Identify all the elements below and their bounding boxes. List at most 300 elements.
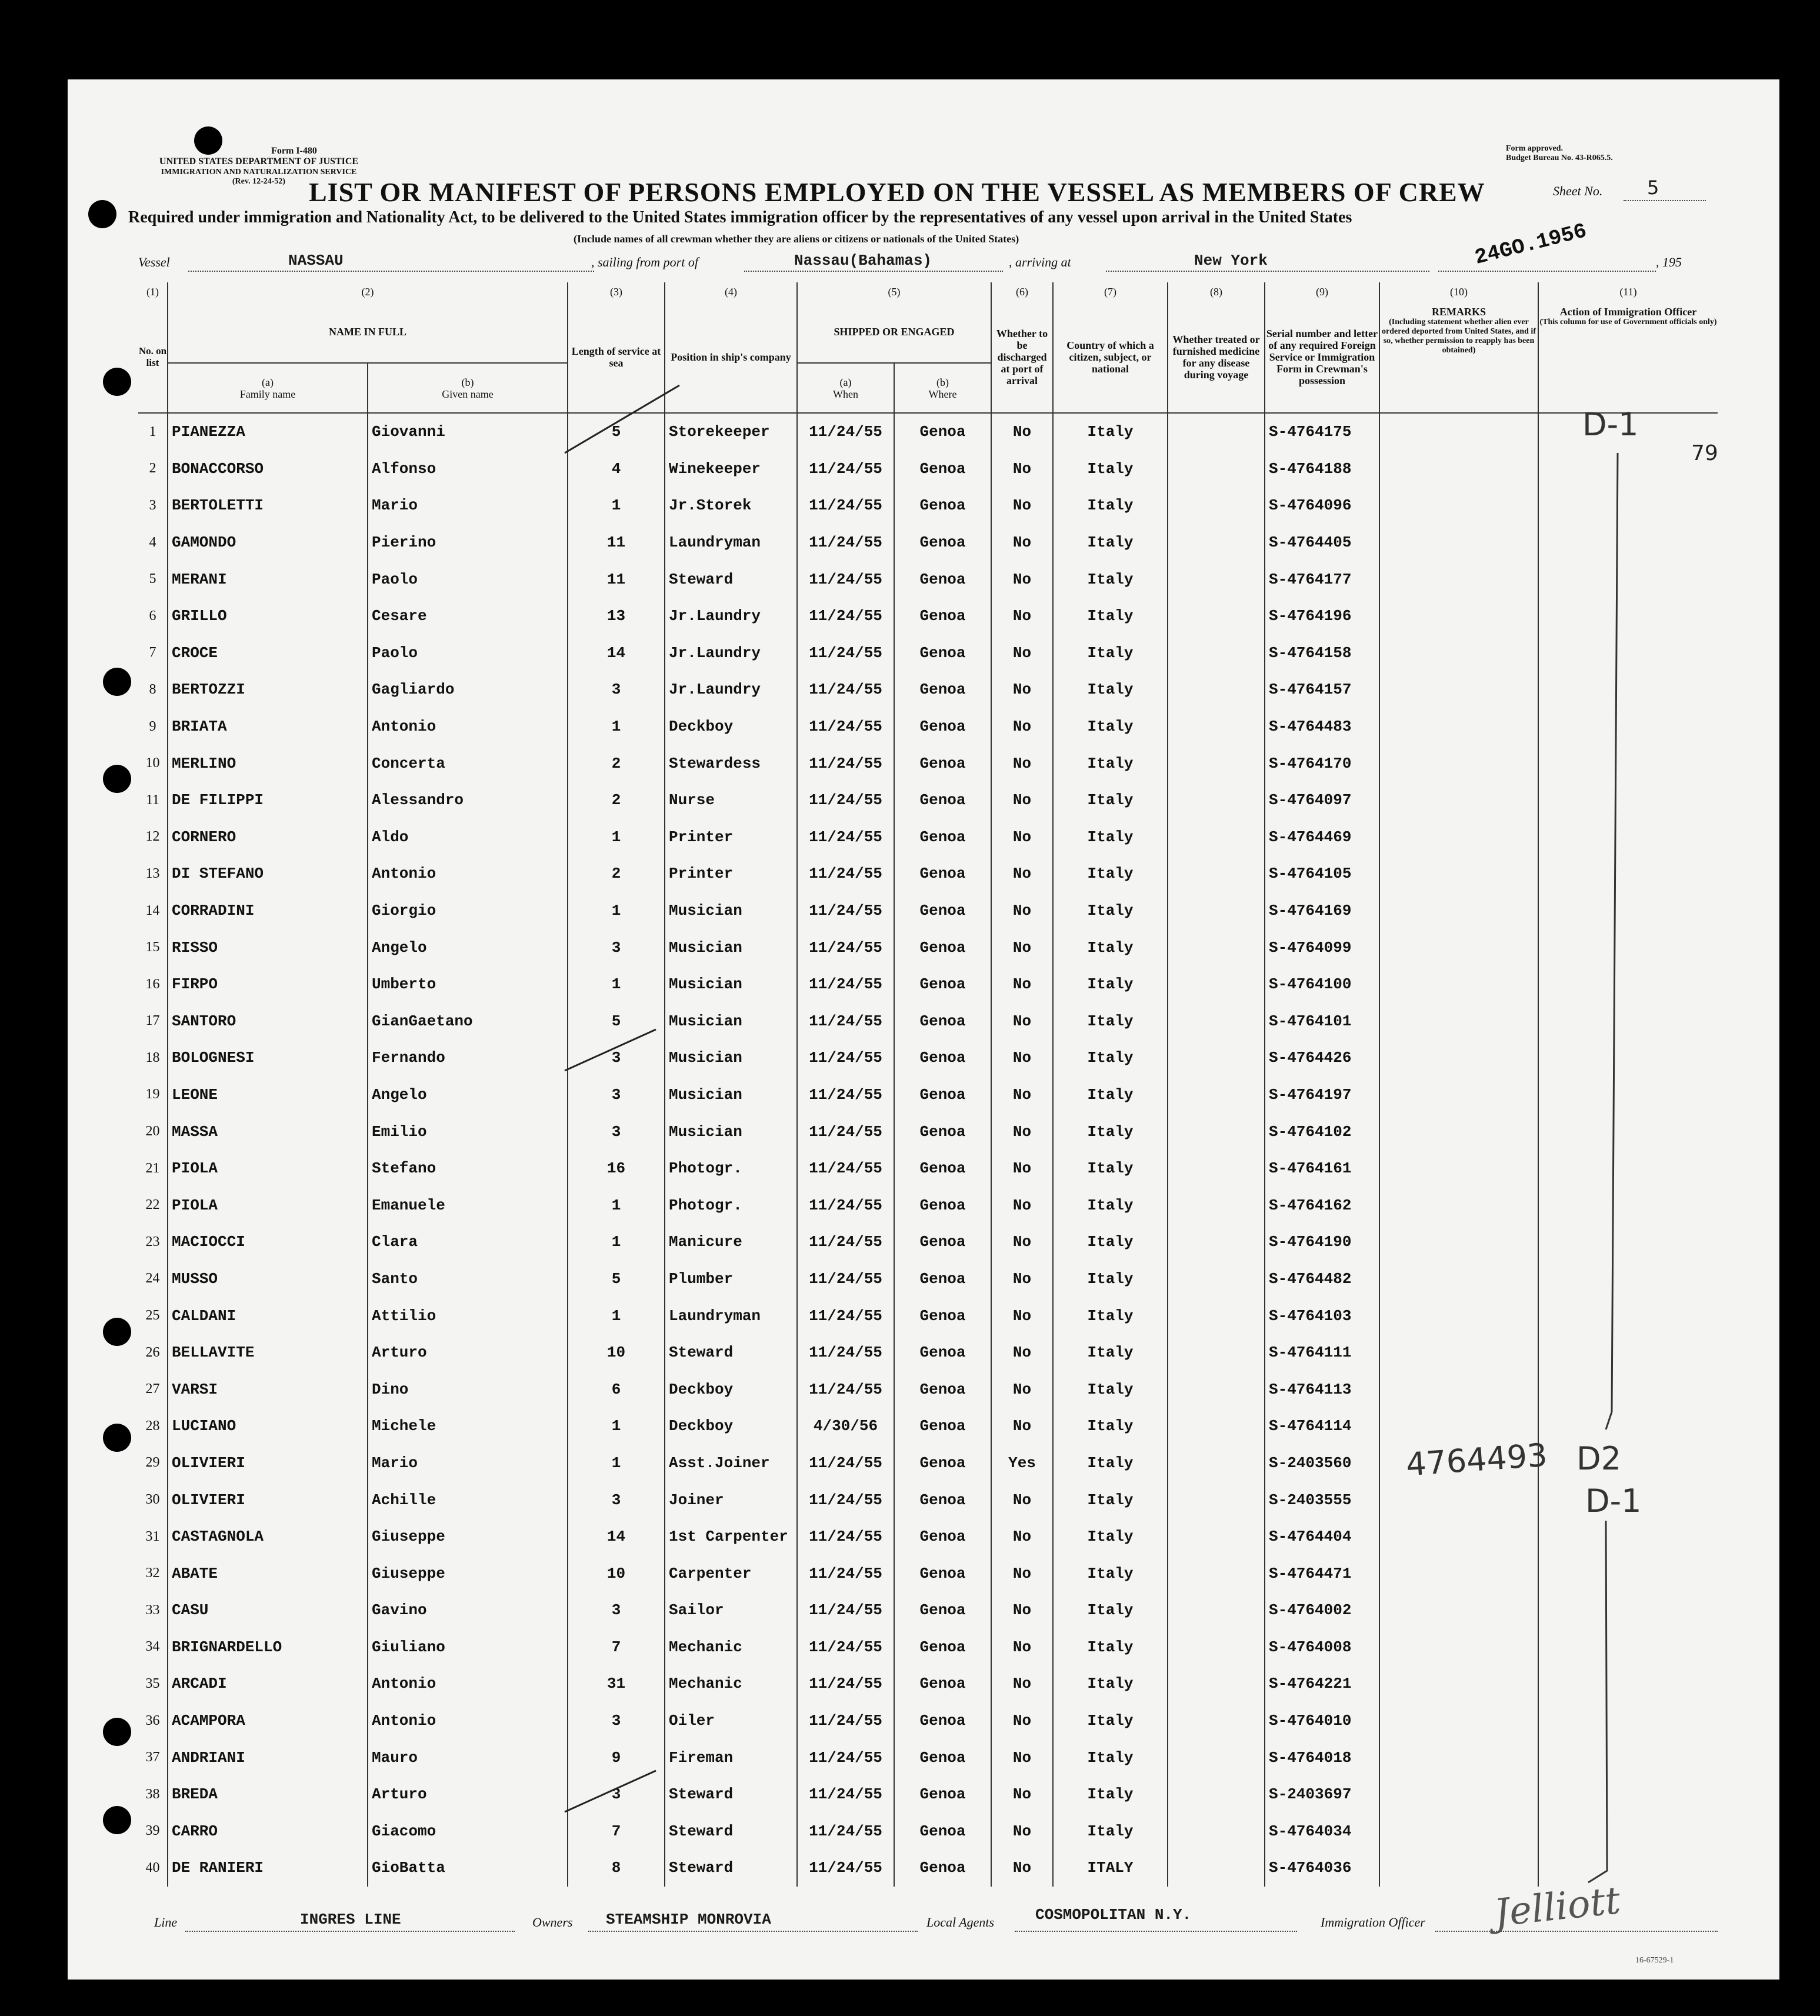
shipped-where-cell: Genoa (894, 929, 991, 966)
given-name-cell: Angelo (368, 929, 568, 966)
given-name-cell: Giacomo (368, 1813, 568, 1850)
remarks-cell (1379, 1665, 1538, 1702)
shipped-where-cell: Genoa (894, 1776, 991, 1813)
position-cell: Deckboy (665, 708, 797, 745)
medicine-cell (1168, 1077, 1265, 1114)
position-cell: Manicure (665, 1224, 797, 1261)
shipped-where-cell: Genoa (894, 1408, 991, 1445)
position-cell: Jr.Storek (665, 487, 797, 524)
medicine-cell (1168, 1518, 1265, 1555)
position-cell: Steward (665, 1334, 797, 1371)
shipped-where-cell: Genoa (894, 1813, 991, 1850)
table-row (138, 855, 1718, 892)
row-number-cell: 1 (149, 424, 156, 439)
table-row (138, 929, 1718, 966)
discharged-cell: No (991, 929, 1053, 966)
header-where-letter: (b) (936, 376, 949, 388)
length-of-service-cell: 3 (568, 1592, 665, 1629)
remarks-cell (1379, 708, 1538, 745)
shipped-when-cell: 11/24/55 (797, 1813, 894, 1850)
serial-number-cell: S-4764188 (1265, 451, 1379, 488)
crew-manifest-table (138, 282, 1718, 1887)
shipped-where-cell: Genoa (894, 413, 991, 451)
department: UNITED STATES DEPARTMENT OF JUSTICE (159, 156, 359, 166)
row-number-cell: 24 (145, 1271, 160, 1287)
medicine-cell (1168, 1297, 1265, 1334)
shipped-where-cell: Genoa (894, 782, 991, 819)
shipped-where-cell: Genoa (894, 1224, 991, 1261)
remarks-cell (1379, 1481, 1538, 1518)
country-cell: Italy (1053, 671, 1168, 708)
row-number-cell: 27 (145, 1381, 160, 1397)
header-where (894, 363, 991, 413)
position-cell: Jr.Laundry (665, 671, 797, 708)
serial-number-cell: S-4764190 (1265, 1224, 1379, 1261)
serial-number-cell: S-4764100 (1265, 966, 1379, 1003)
immigration-officer-label: Immigration Officer (1321, 1915, 1425, 1930)
sailing-label: , sailing from port of (591, 255, 698, 269)
given-name-cell: Umberto (368, 966, 568, 1003)
length-of-service-cell: 14 (568, 1518, 665, 1555)
budget-bureau: Budget Bureau No. 43-R065.5. (1506, 154, 1613, 162)
family-name-cell: SANTORO (168, 1003, 368, 1040)
shipped-where-cell: Genoa (894, 487, 991, 524)
family-name-cell: DE RANIERI (168, 1850, 368, 1887)
remarks-cell (1379, 1003, 1538, 1040)
arriving-label: , arriving at (1009, 255, 1071, 269)
header-when-title: When (833, 388, 858, 400)
given-name-cell: Giuseppe (368, 1518, 568, 1555)
header-family-title: Family name (239, 388, 296, 400)
country-cell: Italy (1053, 1187, 1168, 1224)
vessel-name: NASSAU (288, 252, 344, 269)
row-number-cell: 6 (149, 608, 156, 624)
shipped-when-cell: 11/24/55 (797, 966, 894, 1003)
country-cell: Italy (1053, 635, 1168, 672)
serial-number-cell: S-4764111 (1265, 1334, 1379, 1371)
given-name-cell: Achille (368, 1481, 568, 1518)
table-row (138, 966, 1718, 1003)
country-cell: Italy (1053, 598, 1168, 635)
table-row (138, 598, 1718, 635)
medicine-cell (1168, 1739, 1265, 1776)
position-cell: Musician (665, 892, 797, 929)
shipped-where-cell: Genoa (894, 819, 991, 856)
row-number-cell: 40 (145, 1860, 160, 1875)
country-cell: Italy (1053, 1297, 1168, 1334)
row-number-cell: 37 (145, 1750, 160, 1765)
discharged-cell: No (991, 892, 1053, 929)
shipped-where-cell: Genoa (894, 1445, 991, 1482)
discharged-cell: No (991, 635, 1053, 672)
shipped-where-cell: Genoa (894, 745, 991, 782)
country-cell: Italy (1053, 524, 1168, 561)
remarks-cell (1379, 1629, 1538, 1666)
medicine-cell (1168, 1113, 1265, 1150)
row-number-cell: 25 (145, 1308, 160, 1324)
remarks-cell (1379, 1077, 1538, 1114)
shipped-where-cell: Genoa (894, 1077, 991, 1114)
position-cell: Musician (665, 1039, 797, 1077)
discharged-cell: No (991, 524, 1053, 561)
position-cell: Printer (665, 819, 797, 856)
table-row (138, 1039, 1718, 1077)
row-number-cell: 26 (145, 1344, 160, 1360)
table-row (138, 892, 1718, 929)
discharged-cell: No (991, 708, 1053, 745)
length-of-service-cell: 16 (568, 1150, 665, 1187)
shipped-when-cell: 11/24/55 (797, 1665, 894, 1702)
country-cell: Italy (1053, 708, 1168, 745)
arriving-port: New York (1194, 252, 1268, 269)
given-name-cell: Attilio (368, 1297, 568, 1334)
header-remarks-title: REMARKS (1431, 306, 1486, 318)
discharged-cell: No (991, 1592, 1053, 1629)
serial-number-cell: S-4764483 (1265, 708, 1379, 745)
remarks-cell (1379, 635, 1538, 672)
length-of-service-cell: 14 (568, 635, 665, 672)
shipped-when-cell: 11/24/55 (797, 1371, 894, 1408)
owners: STEAMSHIP MONROVIA (606, 1911, 771, 1928)
table-row (138, 708, 1718, 745)
family-name-cell: RISSO (168, 929, 368, 966)
medicine-cell (1168, 745, 1265, 782)
col10-number: (10) (1379, 282, 1538, 301)
shipped-where-cell: Genoa (894, 524, 991, 561)
table-row (138, 561, 1718, 598)
discharged-cell: No (991, 1334, 1053, 1371)
shipped-where-cell: Genoa (894, 1518, 991, 1555)
serial-number-cell: S-4764114 (1265, 1408, 1379, 1445)
given-name-cell: Fernando (368, 1039, 568, 1077)
discharged-cell: No (991, 1224, 1053, 1261)
medicine-cell (1168, 1039, 1265, 1077)
serial-number-cell: S-4764405 (1265, 524, 1379, 561)
country-cell: Italy (1053, 745, 1168, 782)
remarks-cell (1379, 1739, 1538, 1776)
family-name-cell: PIOLA (168, 1150, 368, 1187)
given-name-cell: Antonio (368, 1665, 568, 1702)
header-discharged: Whether to be discharged at port of arrival (991, 301, 1053, 413)
country-cell: Italy (1053, 1003, 1168, 1040)
serial-number-cell: S-4764177 (1265, 561, 1379, 598)
length-of-service-cell: 5 (568, 413, 665, 451)
position-cell: Steward (665, 1776, 797, 1813)
medicine-cell (1168, 929, 1265, 966)
length-of-service-cell: 3 (568, 1077, 665, 1114)
discharged-cell: No (991, 451, 1053, 488)
country-cell: Italy (1053, 1739, 1168, 1776)
given-name-cell: Giuliano (368, 1629, 568, 1666)
country-cell: Italy (1053, 1224, 1168, 1261)
given-name-cell: Mauro (368, 1739, 568, 1776)
medicine-cell (1168, 782, 1265, 819)
medicine-cell (1168, 1224, 1265, 1261)
serial-number-cell: S-2403697 (1265, 1776, 1379, 1813)
length-of-service-cell: 1 (568, 892, 665, 929)
discharged-cell: No (991, 561, 1053, 598)
shipped-when-cell: 11/24/55 (797, 1555, 894, 1592)
family-name-cell: ACAMPORA (168, 1702, 368, 1740)
shipped-when-cell: 11/24/55 (797, 1039, 894, 1077)
family-name-cell: DE FILIPPI (168, 782, 368, 819)
shipped-when-cell: 11/24/55 (797, 413, 894, 451)
length-of-service-cell: 1 (568, 1187, 665, 1224)
country-cell: Italy (1053, 1555, 1168, 1592)
family-name-cell: BELLAVITE (168, 1334, 368, 1371)
country-cell: Italy (1053, 1592, 1168, 1629)
table-row (138, 1813, 1718, 1850)
shipped-when-cell: 11/24/55 (797, 1518, 894, 1555)
discharged-cell: No (991, 671, 1053, 708)
family-name-cell: BONACCORSO (168, 451, 368, 488)
shipped-when-cell: 11/24/55 (797, 1702, 894, 1740)
position-cell: Laundryman (665, 524, 797, 561)
print-code: 16-67529-1 (1635, 1956, 1674, 1965)
country-cell: Italy (1053, 1445, 1168, 1482)
length-of-service-cell: 13 (568, 598, 665, 635)
family-name-cell: MACIOCCI (168, 1224, 368, 1261)
table-row (138, 1592, 1718, 1629)
given-name-cell: Giovanni (368, 413, 568, 451)
row-number-cell: 35 (145, 1675, 160, 1691)
discharged-cell: No (991, 1039, 1053, 1077)
table-row (138, 1187, 1718, 1224)
length-of-service-cell: 7 (568, 1629, 665, 1666)
discharged-cell: No (991, 1665, 1053, 1702)
medicine-cell (1168, 1481, 1265, 1518)
remarks-cell (1379, 1261, 1538, 1298)
shipped-when-cell: 11/24/55 (797, 892, 894, 929)
length-of-service-cell: 9 (568, 1739, 665, 1776)
country-cell: Italy (1053, 1261, 1168, 1298)
remarks-cell (1379, 855, 1538, 892)
handwritten-d1-top: D-1 (1582, 406, 1639, 443)
family-name-cell: MERANI (168, 561, 368, 598)
medicine-cell (1168, 1187, 1265, 1224)
length-of-service-cell: 10 (568, 1334, 665, 1371)
row-number-cell: 3 (149, 497, 156, 513)
given-name-cell: Gavino (368, 1592, 568, 1629)
given-name-cell: Stefano (368, 1150, 568, 1187)
serial-number-cell: S-4764482 (1265, 1261, 1379, 1298)
family-name-cell: CROCE (168, 635, 368, 672)
country-cell: Italy (1053, 1776, 1168, 1813)
shipped-when-cell: 11/24/55 (797, 1592, 894, 1629)
family-name-cell: BRIATA (168, 708, 368, 745)
col11-number: (11) (1538, 282, 1718, 301)
shipped-when-cell: 11/24/55 (797, 1629, 894, 1666)
medicine-cell (1168, 708, 1265, 745)
table-row (138, 671, 1718, 708)
medicine-cell (1168, 1592, 1265, 1629)
col5-number: (5) (797, 282, 991, 301)
remarks-cell (1379, 487, 1538, 524)
position-cell: Steward (665, 1850, 797, 1887)
sailing-port: Nassau(Bahamas) (794, 252, 932, 269)
length-of-service-cell: 11 (568, 524, 665, 561)
header-name-in-full: NAME IN FULL (168, 301, 568, 363)
table-row (138, 745, 1718, 782)
table-row (138, 1113, 1718, 1150)
family-name-cell: DI STEFANO (168, 855, 368, 892)
form-number: Form I-480 (271, 146, 317, 156)
row-number-cell: 17 (145, 1013, 160, 1029)
country-cell: Italy (1053, 1371, 1168, 1408)
medicine-cell (1168, 1555, 1265, 1592)
length-of-service-cell: 1 (568, 708, 665, 745)
family-name-cell: CORRADINI (168, 892, 368, 929)
serial-number-cell: S-4764097 (1265, 782, 1379, 819)
family-name-cell: PIANEZZA (168, 413, 368, 451)
length-of-service-cell: 10 (568, 1555, 665, 1592)
header-where-title: Where (928, 388, 957, 400)
given-name-cell: Gagliardo (368, 671, 568, 708)
discharged-cell: No (991, 745, 1053, 782)
position-cell: Musician (665, 929, 797, 966)
handwritten-remark-row29: 4764493 (1405, 1436, 1549, 1484)
serial-number-cell: S-4764196 (1265, 598, 1379, 635)
length-of-service-cell: 3 (568, 1113, 665, 1150)
length-of-service-cell: 2 (568, 745, 665, 782)
serial-number-cell: S-4764105 (1265, 855, 1379, 892)
medicine-cell (1168, 819, 1265, 856)
discharged-cell: No (991, 1518, 1053, 1555)
shipped-when-cell: 11/24/55 (797, 819, 894, 856)
punch-hole (103, 368, 131, 396)
family-name-cell: CALDANI (168, 1297, 368, 1334)
remarks-cell (1379, 745, 1538, 782)
row-number-cell: 30 (145, 1492, 160, 1508)
row-number-cell: 18 (145, 1049, 160, 1065)
discharged-cell: No (991, 782, 1053, 819)
crew-rows (138, 413, 1718, 1887)
country-cell: Italy (1053, 1113, 1168, 1150)
serial-number-cell: S-4764221 (1265, 1665, 1379, 1702)
remarks-cell (1379, 1850, 1538, 1887)
length-of-service-cell: 5 (568, 1003, 665, 1040)
table-row (138, 1077, 1718, 1114)
shipped-where-cell: Genoa (894, 1629, 991, 1666)
punch-hole (194, 126, 222, 155)
header-given-title: Given name (442, 388, 494, 400)
position-cell: Winekeeper (665, 451, 797, 488)
shipped-when-cell: 11/24/55 (797, 451, 894, 488)
table-row (138, 635, 1718, 672)
family-name-cell: MERLINO (168, 745, 368, 782)
shipped-where-cell: Genoa (894, 598, 991, 635)
shipped-where-cell: Genoa (894, 1592, 991, 1629)
shipped-where-cell: Genoa (894, 1739, 991, 1776)
discharged-cell: No (991, 1150, 1053, 1187)
shipped-where-cell: Genoa (894, 1555, 991, 1592)
shipped-when-cell: 11/24/55 (797, 1739, 894, 1776)
country-cell: Italy (1053, 451, 1168, 488)
length-of-service-cell: 11 (568, 561, 665, 598)
family-name-cell: GAMONDO (168, 524, 368, 561)
header-action-of-officer (1538, 301, 1718, 413)
discharged-cell: No (991, 1481, 1053, 1518)
serial-number-cell: S-4764102 (1265, 1113, 1379, 1150)
given-name-cell: Michele (368, 1408, 568, 1445)
row-number-cell: 7 (149, 645, 156, 661)
given-name-cell: Antonio (368, 1702, 568, 1740)
position-cell: Steward (665, 1813, 797, 1850)
length-of-service-cell: 2 (568, 855, 665, 892)
shipped-when-cell: 11/24/55 (797, 929, 894, 966)
shipped-when-cell: 11/24/55 (797, 598, 894, 635)
country-cell: ITALY (1053, 1850, 1168, 1887)
discharged-cell: No (991, 1813, 1053, 1850)
shipped-when-cell: 11/24/55 (797, 708, 894, 745)
table-row (138, 1629, 1718, 1666)
shipped-when-cell: 11/24/55 (797, 635, 894, 672)
given-name-cell: Angelo (368, 1077, 568, 1114)
remarks-cell (1379, 1813, 1538, 1850)
discharged-cell: No (991, 1555, 1053, 1592)
shipped-when-cell: 11/24/55 (797, 1113, 894, 1150)
shipped-where-cell: Genoa (894, 635, 991, 672)
discharged-cell: No (991, 1187, 1053, 1224)
shipped-where-cell: Genoa (894, 1150, 991, 1187)
officer-signature: Jelliott (1492, 1878, 1623, 1936)
position-cell: Sailor (665, 1592, 797, 1629)
remarks-cell (1379, 1113, 1538, 1150)
position-cell: Fireman (665, 1739, 797, 1776)
col2-number: (2) (168, 282, 568, 301)
given-name-cell: Alfonso (368, 451, 568, 488)
shipped-when-cell: 11/24/55 (797, 1334, 894, 1371)
family-name-cell: MUSSO (168, 1261, 368, 1298)
medicine-cell (1168, 635, 1265, 672)
header-remarks (1379, 301, 1538, 413)
position-cell: Deckboy (665, 1371, 797, 1408)
header-country: Country of which a citizen, subject, or national (1053, 301, 1168, 413)
row-number-cell: 39 (145, 1823, 160, 1839)
length-of-service-cell: 2 (568, 782, 665, 819)
remarks-cell (1379, 1334, 1538, 1371)
remarks-cell (1379, 1371, 1538, 1408)
position-cell: Laundryman (665, 1297, 797, 1334)
discharged-cell: No (991, 598, 1053, 635)
discharged-cell: No (991, 1077, 1053, 1114)
medicine-cell (1168, 1702, 1265, 1740)
given-name-cell: Paolo (368, 561, 568, 598)
discharged-cell: No (991, 819, 1053, 856)
col6-number: (6) (991, 282, 1053, 301)
table-row (138, 1555, 1718, 1592)
row-number-cell: 31 (145, 1528, 160, 1544)
shipped-where-cell: Genoa (894, 1113, 991, 1150)
given-name-cell: Alessandro (368, 782, 568, 819)
discharged-cell: Yes (991, 1445, 1053, 1482)
header-family-letter: (a) (262, 376, 274, 388)
medicine-cell (1168, 1813, 1265, 1850)
officer-bracket-marks (1541, 435, 1659, 1888)
given-name-cell: Antonio (368, 708, 568, 745)
length-of-service-cell: 1 (568, 1445, 665, 1482)
subtitle: Required under immigration and Nationality Act, to be delivered to the United States immigration officer by the representatives of any vessel upon arrival in the United States (128, 208, 1352, 226)
country-cell: Italy (1053, 1629, 1168, 1666)
length-of-service-cell: 3 (568, 929, 665, 966)
length-of-service-cell: 3 (568, 1776, 665, 1813)
remarks-cell (1379, 561, 1538, 598)
serial-number-cell: S-4764162 (1265, 1187, 1379, 1224)
family-name-cell: PIOLA (168, 1187, 368, 1224)
row-number-cell: 32 (145, 1565, 160, 1581)
sheet-count-note: 79 (1691, 441, 1718, 465)
remarks-cell (1379, 1592, 1538, 1629)
